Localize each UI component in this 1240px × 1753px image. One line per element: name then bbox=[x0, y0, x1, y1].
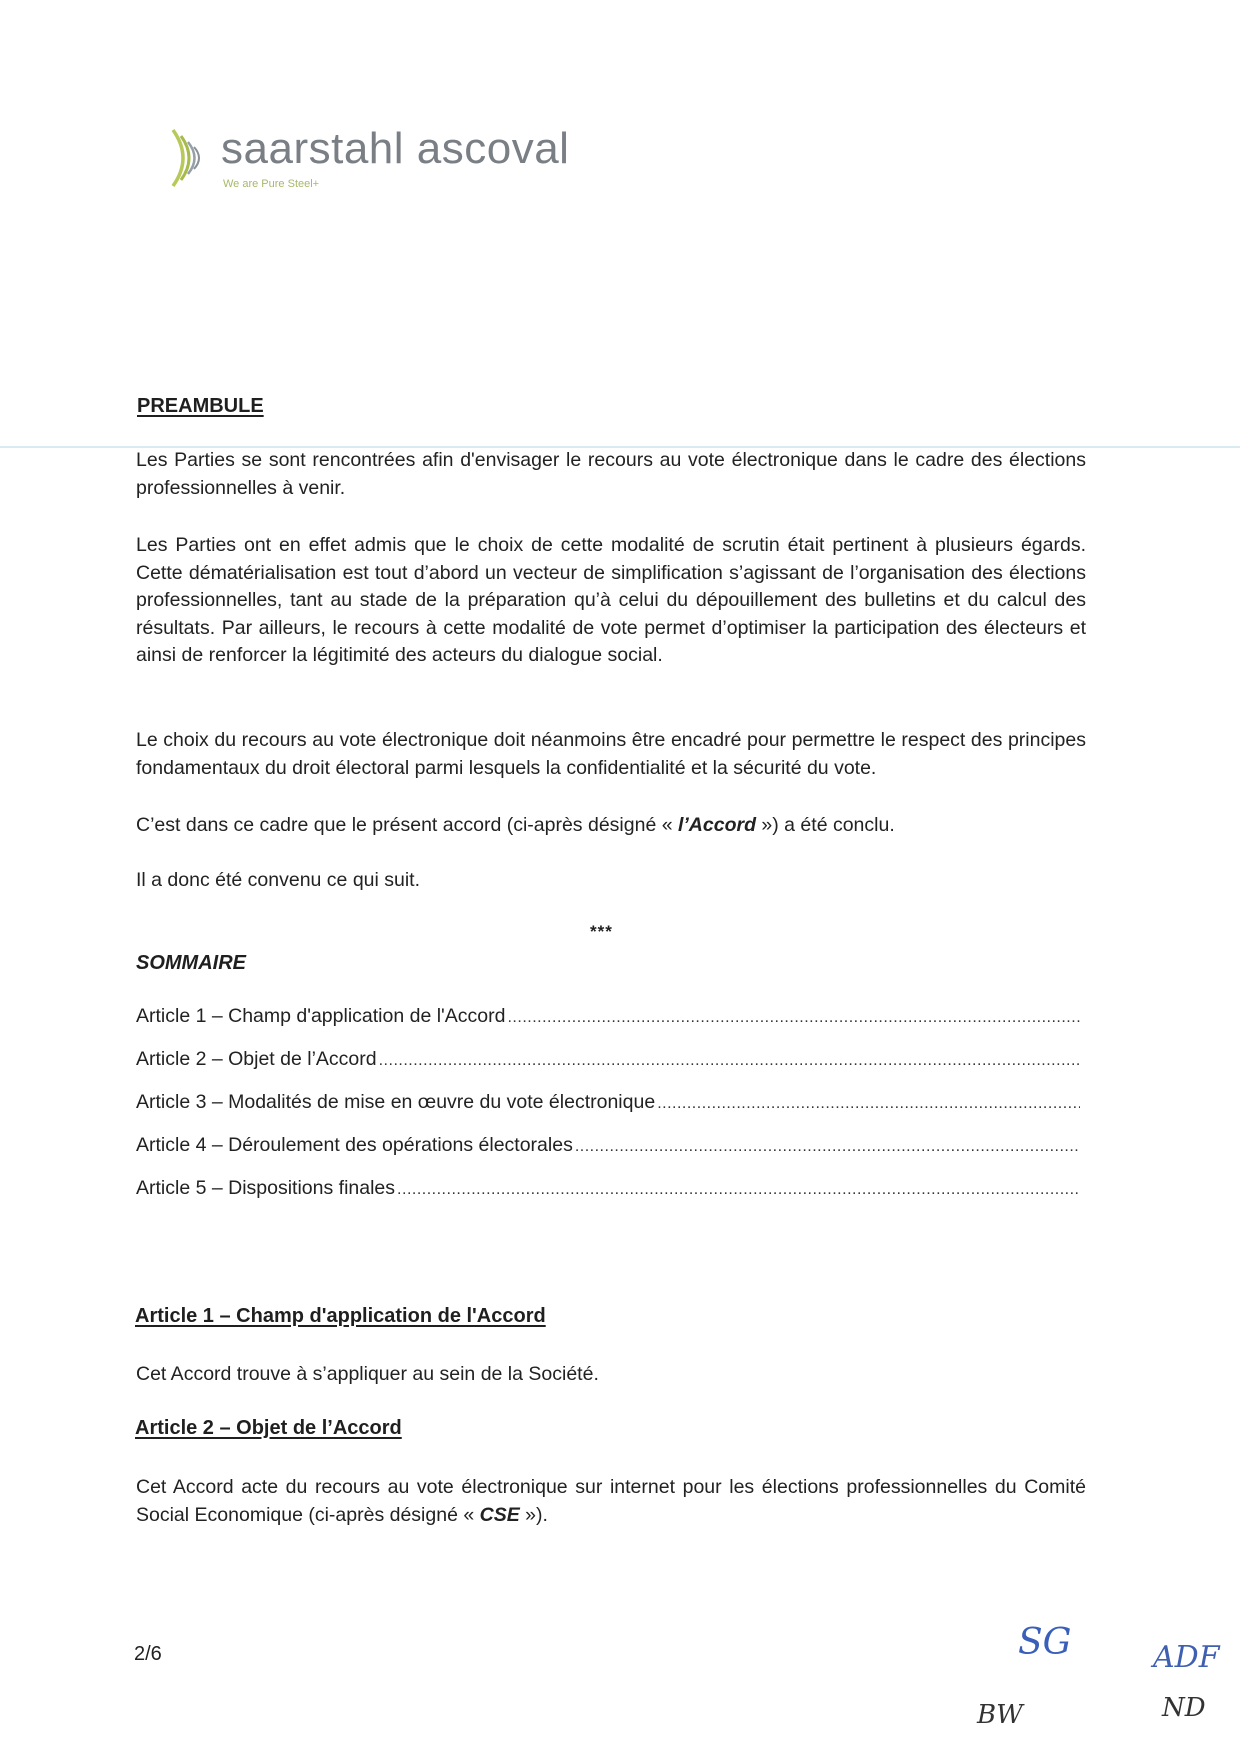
toc-item[interactable] bbox=[136, 1048, 1080, 1091]
summary-heading: SOMMAIRE bbox=[136, 952, 246, 974]
article1-heading: Article 1 – Champ d'application de l'Accord bbox=[135, 1305, 546, 1327]
preamble-heading: PREAMBULE bbox=[137, 395, 264, 417]
preamble-paragraph-3: Le choix du recours au vote électronique doit néanmoins être encadré pour permettre le respect des principes fondamentaux du droit électoral parmi lesquels la confidentialité et la sécurité du vote. bbox=[136, 729, 1086, 779]
section-separator: *** bbox=[590, 922, 613, 941]
toc-leader-dots bbox=[657, 1095, 1080, 1113]
toc-leader-dots bbox=[507, 1009, 1080, 1027]
article2-text bbox=[136, 1474, 1086, 1529]
toc-label: Article 4 – Déroulement des opérations électorales bbox=[136, 1134, 573, 1156]
toc-leader-dots bbox=[575, 1138, 1080, 1156]
concluded-text-before: C’est dans ce cadre que le présent accord (ci-après désigné « bbox=[136, 814, 678, 836]
handwritten-initials: SG bbox=[1018, 1622, 1072, 1663]
toc-leader-dots bbox=[397, 1181, 1080, 1199]
logo-name: saarstahl ascoval bbox=[221, 124, 570, 173]
concluded-text-after: ») a été conclu. bbox=[756, 814, 895, 836]
article2-text-after: »). bbox=[519, 1503, 548, 1526]
concluded-paragraph bbox=[136, 812, 1086, 840]
preamble-paragraph-2: Les Parties ont en effet admis que le choix de cette modalité de scrutin était pertinent à plusieurs égards. Cette dématérialisation est tout d’abord un vecteur de simplification s’agissant de l’organisation des élections professionnelles, tant au stade de la préparation qu’à celui du dépouillement des bulletins et du calcul des résultats. Par ailleurs, le recours à cette modalité de vote permet d’optimiser la participation des électeurs et ainsi de renforcer la légitimité des acteurs du dialogue social. bbox=[136, 534, 1086, 666]
toc-label: Article 3 – Modalités de mise en œuvre du vote électronique bbox=[136, 1091, 656, 1113]
article1-text: Cet Accord trouve à s’appliquer au sein de la Société. bbox=[136, 1363, 599, 1385]
toc-leader-dots bbox=[379, 1052, 1080, 1070]
toc-label: Article 2 – Objet de l’Accord bbox=[136, 1048, 377, 1070]
toc-item[interactable] bbox=[136, 1134, 1080, 1177]
page-number: 2/6 bbox=[134, 1643, 162, 1665]
article2-text-before: Cet Accord acte du recours au vote électronique sur internet pour les élections professionnelles du Comité Social Economique (ci-après désigné « bbox=[136, 1476, 1086, 1526]
logo-tagline: We are Pure Steel+ bbox=[223, 178, 320, 190]
preamble-paragraph-1: Les Parties se sont rencontrées afin d'envisager le recours au vote électronique dans le cadre des élections professionnelles à venir. bbox=[136, 449, 1086, 499]
toc-item[interactable] bbox=[136, 1005, 1080, 1048]
company-logo bbox=[163, 118, 570, 198]
table-of-contents bbox=[136, 1005, 1080, 1220]
toc-item[interactable] bbox=[136, 1091, 1080, 1134]
toc-item[interactable] bbox=[136, 1177, 1080, 1220]
cse-term: CSE bbox=[479, 1503, 520, 1526]
agreed-paragraph: Il a donc été convenu ce qui suit. bbox=[136, 869, 421, 891]
logo-arcs-icon bbox=[163, 122, 223, 194]
handwritten-initials: ADF bbox=[1153, 1640, 1220, 1675]
toc-label: Article 5 – Dispositions finales bbox=[136, 1177, 396, 1199]
handwritten-initials: BW bbox=[977, 1700, 1023, 1730]
article2-heading: Article 2 – Objet de l’Accord bbox=[135, 1417, 402, 1439]
accord-term: l’Accord bbox=[677, 814, 756, 836]
toc-label: Article 1 – Champ d'application de l'Accord bbox=[136, 1005, 506, 1027]
handwritten-initials: ND bbox=[1162, 1693, 1206, 1723]
